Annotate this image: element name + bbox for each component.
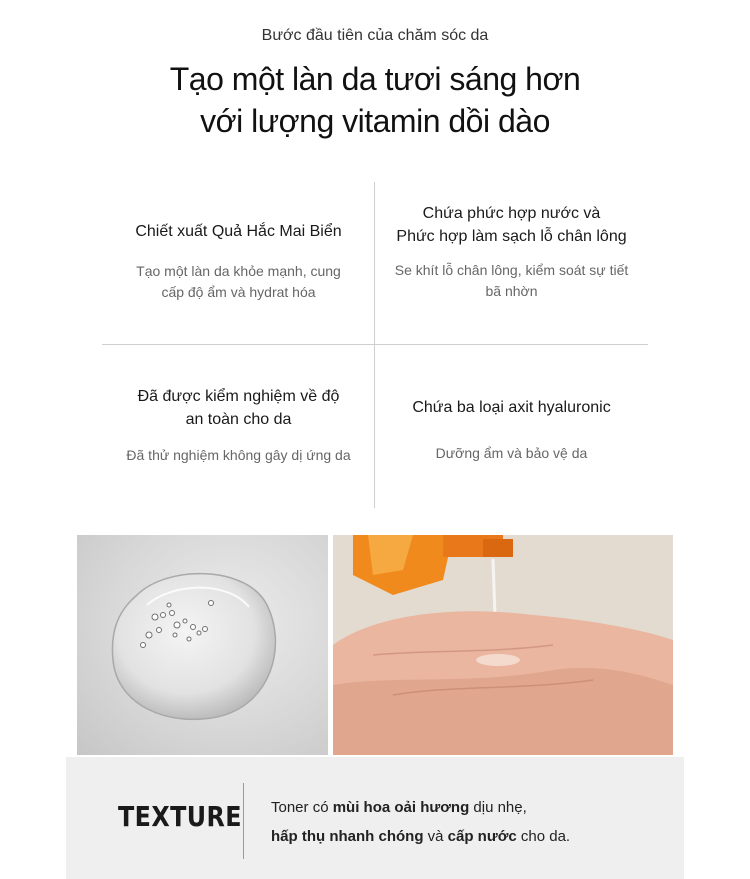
grid-horizontal-divider [102, 344, 648, 345]
feature-title-line: Đã được kiểm nghiệm về độ [137, 388, 340, 405]
feature-safety-tested [102, 385, 375, 466]
texture-droplet-image [77, 535, 328, 755]
title-line-1: Tạo một làn da tươi sáng hơn [169, 61, 581, 97]
feature-title-line: Phức hợp làm sạch lỗ chân lông [396, 228, 627, 245]
feature-title-line: an toàn cho da [185, 411, 292, 428]
text-span: dịu nhẹ, [469, 799, 527, 816]
feature-description: Đã thử nghiệm không gây dị ứng da [126, 447, 351, 463]
text-highlight: hấp thụ nhanh chóng [271, 828, 424, 845]
text-highlight: cấp nước [447, 828, 517, 845]
feature-title-line: Chứa phức hợp nước và [422, 205, 601, 222]
texture-line-2 [271, 822, 570, 851]
text-highlight: mùi hoa oải hương [332, 799, 470, 816]
page-title [0, 58, 750, 142]
feature-desc-line: Se khít lỗ chân lông, kiểm soát sự tiết [394, 262, 629, 278]
texture-divider [243, 783, 244, 859]
eyebrow-text: Bước đầu tiên của chăm sóc da [261, 27, 489, 44]
feature-title: Chiết xuất Quả Hắc Mai Biển [135, 223, 342, 240]
text-span: Toner có [271, 799, 333, 816]
droplet-illustration [77, 535, 328, 755]
feature-hyaluronic [375, 396, 648, 464]
feature-title [102, 385, 375, 431]
text-span: cho da. [516, 828, 571, 845]
texture-line-1 [271, 793, 570, 822]
feature-title: Chứa ba loại axit hyaluronic [412, 399, 611, 416]
feature-description [375, 260, 648, 302]
hand-illustration [333, 535, 673, 755]
feature-description: Dưỡng ẩm và bảo vệ da [435, 445, 588, 461]
texture-label: TEXTURE [118, 800, 242, 833]
feature-desc-line: Tạo một làn da khỏe mạnh, cung [136, 263, 341, 279]
feature-desc-line: cấp độ ẩm và hydrat hóa [161, 284, 316, 300]
feature-description [102, 261, 375, 303]
feature-grid [102, 182, 648, 508]
feature-title [375, 202, 648, 248]
hand-toner-image [333, 535, 673, 755]
texture-panel [66, 757, 684, 879]
text-span: và [423, 828, 448, 845]
feature-sea-buckthorn [102, 220, 375, 303]
texture-description [271, 793, 570, 851]
feature-desc-line: bã nhờn [485, 283, 538, 299]
title-line-2: với lượng vitamin dồi dào [200, 103, 550, 139]
feature-water-complex [375, 202, 648, 302]
